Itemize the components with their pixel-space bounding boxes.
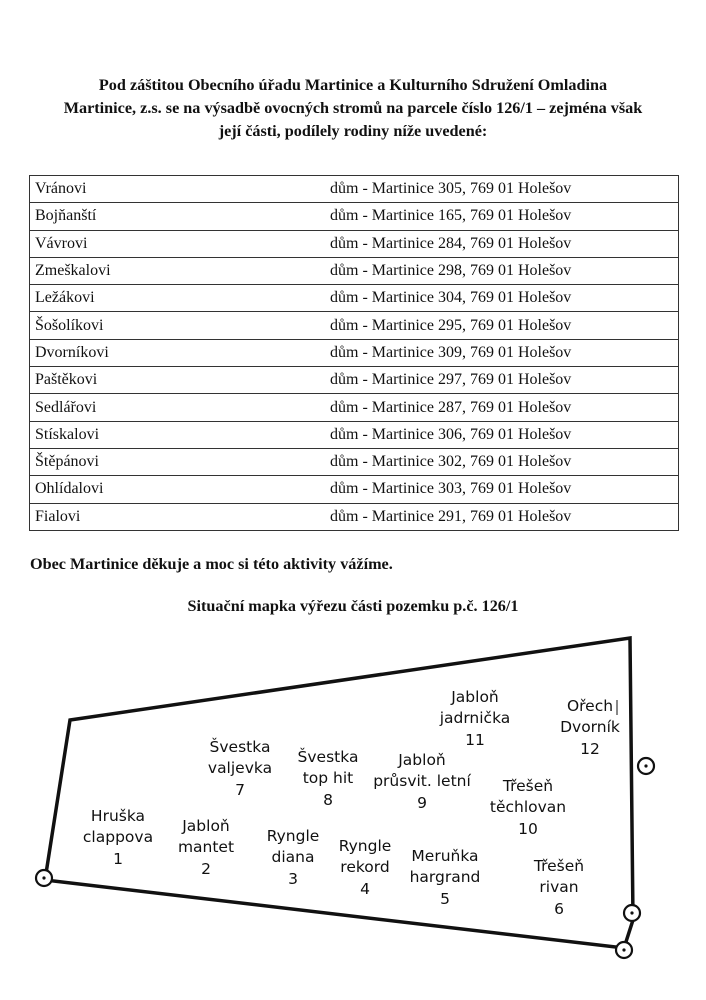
family-row bbox=[30, 421, 679, 448]
tree-species: Ryngle bbox=[266, 827, 320, 845]
tree-variety: mantet bbox=[177, 838, 235, 856]
tree-label bbox=[533, 857, 584, 918]
tree-label bbox=[410, 847, 481, 908]
tree-species: Jabloň bbox=[451, 688, 499, 706]
tree-variety: průsvit. letní bbox=[373, 772, 471, 790]
family-name: Stískalovi bbox=[30, 421, 281, 448]
family-name: Sedlářovi bbox=[30, 394, 281, 421]
family-name: Fialovi bbox=[30, 503, 281, 530]
tree-number: 5 bbox=[440, 890, 450, 908]
tree-number: 6 bbox=[554, 900, 564, 918]
family-address: dům - Martinice 298, 769 01 Holešov bbox=[280, 257, 679, 284]
tree-number: 10 bbox=[518, 820, 538, 838]
family-address: dům - Martinice 309, 769 01 Holešov bbox=[280, 339, 679, 366]
tree-label bbox=[373, 751, 471, 812]
tree-number: 2 bbox=[201, 860, 211, 878]
intro-line-1: Pod záštitou Obecního úřadu Martinice a Kulturního Sdružení Omladina bbox=[98, 76, 608, 94]
survey-point bbox=[624, 905, 640, 921]
family-name: Dvorníkovi bbox=[30, 339, 281, 366]
family-address: dům - Martinice 284, 769 01 Holešov bbox=[280, 230, 679, 257]
family-address: dům - Martinice 287, 769 01 Holešov bbox=[280, 394, 679, 421]
intro-text bbox=[20, 74, 686, 143]
tree-number: 8 bbox=[323, 791, 333, 809]
tree-number: 1 bbox=[113, 850, 123, 868]
family-row bbox=[30, 394, 679, 421]
family-address: dům - Martinice 304, 769 01 Holešov bbox=[280, 285, 679, 312]
tree-variety: rekord bbox=[340, 858, 390, 876]
tree-label bbox=[339, 837, 392, 898]
family-name: Vávrovi bbox=[30, 230, 281, 257]
tree-species: Třešeň bbox=[533, 857, 585, 875]
family-name: Bojňanští bbox=[30, 203, 281, 230]
family-name: Šošolíkovi bbox=[30, 312, 281, 339]
tree-variety: těchlovan bbox=[489, 798, 567, 816]
tree-species: Jabloň bbox=[398, 751, 446, 769]
tree-variety: jadrnička bbox=[439, 709, 511, 727]
family-name: Vránovi bbox=[30, 176, 281, 203]
family-address: dům - Martinice 297, 769 01 Holešov bbox=[280, 367, 679, 394]
plot-edge-left bbox=[45, 720, 70, 880]
map-caption: Situační mapka výřezu části pozemku p.č. 126/1 bbox=[187, 597, 519, 615]
plot-map bbox=[0, 620, 706, 1000]
tree-variety: clappova bbox=[82, 828, 154, 846]
survey-point bbox=[616, 942, 632, 958]
tree-variety: top hit bbox=[302, 769, 354, 787]
tree-label bbox=[298, 747, 359, 809]
family-name: Zmeškalovi bbox=[30, 257, 281, 284]
family-row bbox=[30, 503, 679, 530]
family-row bbox=[30, 448, 679, 475]
tree-number: 9 bbox=[417, 794, 427, 812]
tree-variety: rivan bbox=[539, 878, 579, 896]
family-row bbox=[30, 476, 679, 503]
family-name: Ohlídalovi bbox=[30, 476, 281, 503]
family-row bbox=[30, 257, 679, 284]
tree-variety: diana bbox=[271, 848, 315, 866]
family-row bbox=[30, 230, 679, 257]
tree-species: Švestka bbox=[297, 748, 359, 766]
tree-species: Švestka bbox=[209, 738, 271, 756]
tree-label bbox=[178, 817, 234, 878]
tree-number: 3 bbox=[288, 870, 298, 888]
tree-species: Meruňka bbox=[411, 847, 479, 865]
family-name: Štěpánovi bbox=[30, 448, 281, 475]
tree-label bbox=[560, 697, 620, 758]
family-row bbox=[30, 285, 679, 312]
tree-variety: hargrand bbox=[409, 868, 481, 886]
families-table bbox=[29, 175, 679, 531]
tree-species: Ryngle bbox=[338, 837, 392, 855]
family-name: Ležákovi bbox=[30, 285, 281, 312]
family-address: dům - Martinice 302, 769 01 Holešov bbox=[280, 448, 679, 475]
tree-variety: valjevka bbox=[207, 759, 273, 777]
tree-label bbox=[267, 827, 320, 888]
tree-species: Ořech bbox=[566, 697, 614, 715]
tree-species: Jabloň bbox=[182, 817, 230, 835]
tree-species: Hruška bbox=[90, 807, 146, 825]
family-row bbox=[30, 203, 679, 230]
family-address: dům - Martinice 291, 769 01 Holešov bbox=[280, 503, 679, 530]
tree-variety: Dvorník bbox=[560, 718, 620, 736]
family-row bbox=[30, 312, 679, 339]
tree-label bbox=[208, 737, 272, 799]
tree-species: Třešeň bbox=[502, 777, 554, 795]
tree-label bbox=[490, 777, 566, 838]
family-row bbox=[30, 367, 679, 394]
family-row bbox=[30, 339, 679, 366]
tree-number: 7 bbox=[235, 781, 245, 799]
family-address: dům - Martinice 165, 769 01 Holešov bbox=[280, 203, 679, 230]
family-address: dům - Martinice 305, 769 01 Holešov bbox=[280, 176, 679, 203]
family-address: dům - Martinice 295, 769 01 Holešov bbox=[280, 312, 679, 339]
tree-label bbox=[439, 688, 511, 749]
family-address: dům - Martinice 303, 769 01 Holešov bbox=[280, 476, 679, 503]
tree-label bbox=[83, 807, 153, 868]
family-address: dům - Martinice 306, 769 01 Holešov bbox=[280, 421, 679, 448]
family-name: Paštěkovi bbox=[30, 367, 281, 394]
tree-number: 11 bbox=[465, 731, 485, 749]
tree-number: 12 bbox=[580, 740, 600, 758]
tree-number: 4 bbox=[360, 880, 370, 898]
intro-line-3: její části, podílely rodiny níže uvedené: bbox=[218, 122, 488, 140]
intro-line-2: Martinice, z.s. se na výsadbě ovocných stromů na parcele číslo 126/1 – zejména však bbox=[63, 99, 643, 117]
survey-point bbox=[36, 870, 52, 886]
survey-point bbox=[638, 758, 654, 774]
thanks-text: Obec Martinice děkuje a moc si této aktivity vážíme. bbox=[30, 555, 393, 573]
family-row bbox=[30, 176, 679, 203]
